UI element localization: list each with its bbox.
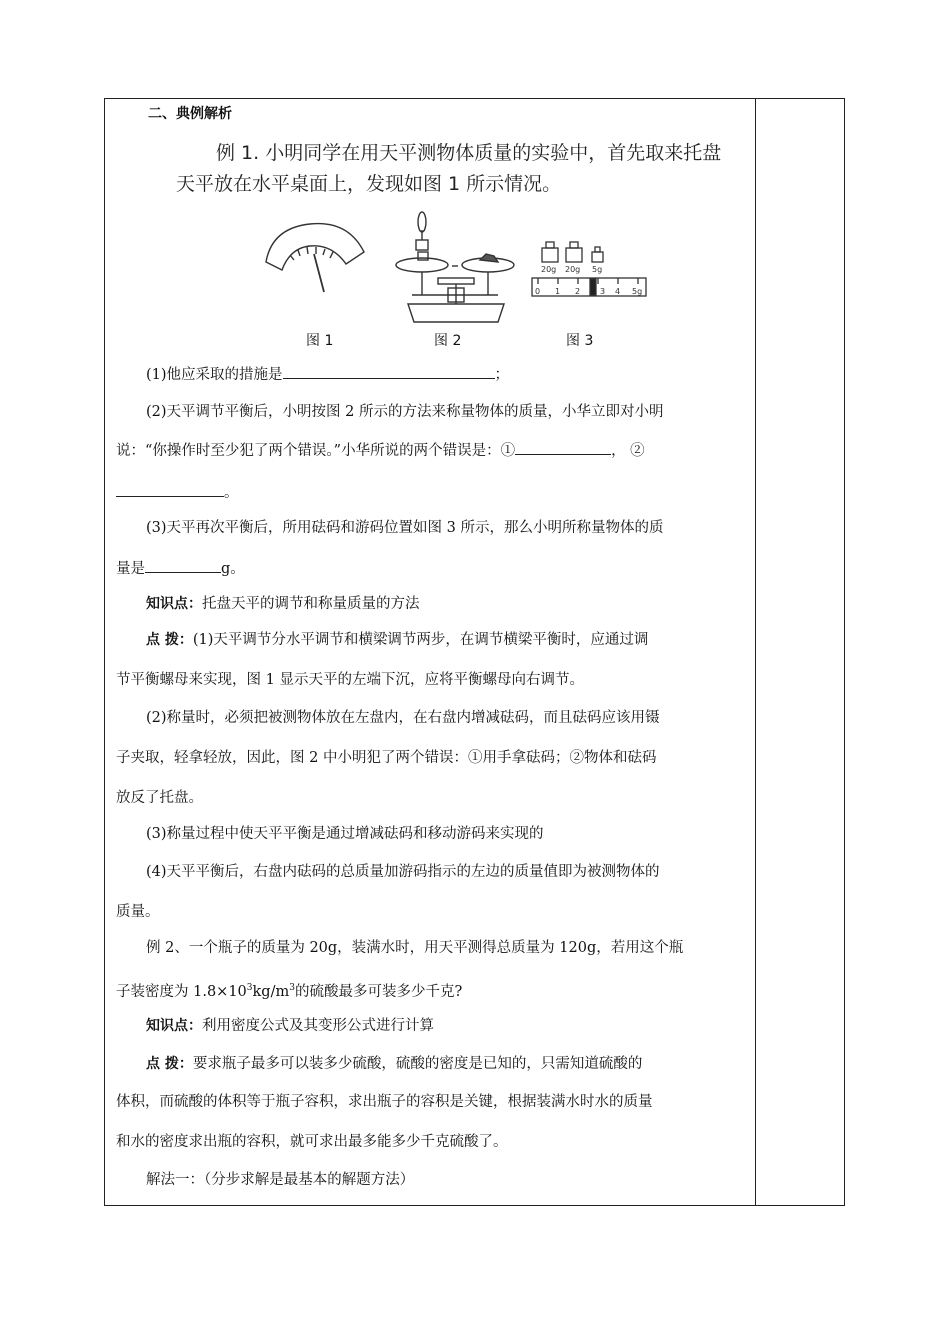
figure-caption-3: 图 3: [566, 333, 594, 349]
example1-figure: [262, 200, 652, 350]
scale-tick-1: 1: [555, 287, 561, 296]
figure1-dial: [266, 224, 364, 292]
hint-2-line3: 放反了托盘。: [116, 790, 203, 806]
question-3-line1: (3)天平再次平衡后，所用砝码和游码位置如图 3 所示，那么小明所称量物体的质: [146, 520, 664, 536]
balance-figure: [262, 200, 652, 350]
hint-4-line2: 质量。: [116, 904, 160, 920]
hint-3: (3)称量过程中使天平平衡是通过增减砝码和移动游码来实现的: [146, 826, 544, 842]
scale-tick-4: 4: [615, 287, 621, 296]
figure-caption-1: 图 1: [306, 333, 334, 349]
answer-blank-2a: [515, 440, 611, 455]
figure-caption-2: 图 2: [434, 333, 462, 349]
section-title: 二、典例解析: [148, 106, 232, 122]
knowledge-point-2: 知识点：利用密度公式及其变形公式进行计算: [146, 1018, 434, 1034]
knowledge-point-1: 知识点：托盘天平的调节和称量质量的方法: [146, 596, 420, 612]
hint-2-line2: 子夹取，轻拿轻放，因此，图 2 中小明犯了两个错误：①用手拿砝码；②物体和砝码: [116, 750, 657, 766]
weight-label-1: 20g: [541, 265, 557, 274]
question-2-line1: (2)天平调节平衡后，小明按图 2 所示的方法来称量物体的质量，小华立即对小明: [146, 404, 664, 420]
hint-1-line2: 节平衡螺母来实现，图 1 显示天平的左端下沉，应将平衡螺母向右调节。: [116, 672, 584, 688]
figure3-labels: [535, 265, 642, 296]
question-1: (1)他应采取的措施是 ；: [116, 364, 774, 385]
example1-line2: 天平放在水平桌面上，发现如图 1 所示情况。: [176, 173, 562, 195]
table-column-divider: [755, 98, 756, 1206]
example1-line1: 例 1. 小明同学在用天平测物体质量的实验中，首先取来托盘: [216, 142, 722, 164]
question-3-line2: 量是 g。: [116, 558, 744, 579]
example2-line2: 子装密度为 $1.8\times 10^3kg/m^3$的硫酸最多可装多少千克?: [116, 983, 463, 1000]
example2-line1: 例 2、一个瓶子的质量为 20g，装满水时，用天平测得总质量为 120g，若用这个瓶: [146, 940, 684, 956]
hint-e2-line2: 体积，而硫酸的体积等于瓶子容积，求出瓶子的容积是关键，根据装满水时水的质量: [116, 1094, 653, 1110]
hint-e2-line1: 点 拨：要求瓶子最多可以装多少硫酸，硫酸的密度是已知的，只需知道硫酸的: [146, 1056, 643, 1072]
hint-e2-line3: 和水的密度求出瓶的容积，就可求出最多能多少千克硫酸了。: [116, 1134, 508, 1150]
question-2-line2: 说：“你操作时至少犯了两个错误。”小华所说的两个错误是：① ， ②: [116, 440, 744, 461]
scale-tick-2: 2: [575, 287, 581, 296]
answer-blank-1: [283, 364, 495, 379]
hint-4-line1: (4)天平平衡后，右盘内砝码的总质量加游码指示的左边的质量值即为被测物体的: [146, 864, 660, 880]
question-2-line3: 。: [116, 482, 744, 503]
scale-tick-3: 3: [600, 287, 606, 296]
scale-tick-0: 0: [535, 287, 541, 296]
weight-label-3: 5g: [592, 265, 603, 274]
scale-tick-5: 5g: [632, 287, 643, 296]
figure2-balance: [396, 212, 514, 322]
hint-1-line1: 点 拨：(1)天平调节分水平调节和横梁调节两步，在调节横梁平衡时，应通过调: [146, 632, 649, 648]
hint-2-line1: (2)称量时，必须把被测物体放在左盘内，在右盘内增减砝码，而且砝码应该用镊: [146, 710, 660, 726]
answer-blank-2b: [116, 482, 224, 497]
weight-label-2: 20g: [565, 265, 581, 274]
solution-1: 解法一：（分步求解是最基本的解题方法）: [146, 1172, 415, 1188]
answer-blank-3: [145, 558, 221, 573]
